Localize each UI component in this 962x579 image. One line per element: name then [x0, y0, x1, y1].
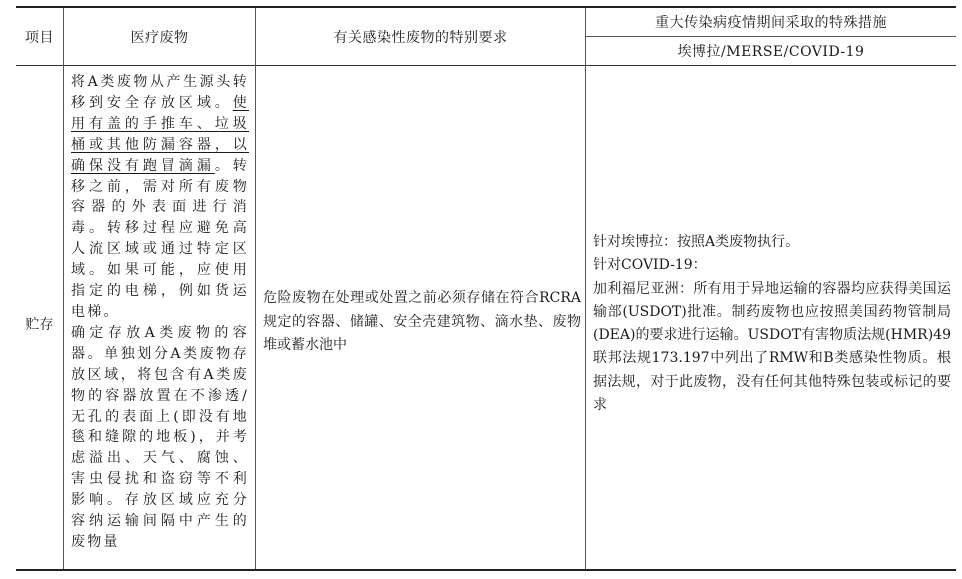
requirements-cell: 危险废物在处理或处置之前必须存储在符合RCRA规定的容器、储罐、安全壳建筑物、滴水垫、废物堆或蓄水池中 [263, 290, 581, 353]
header-item: 项目 [25, 29, 54, 46]
measures-cell [593, 231, 951, 417]
waste-transfer-text-a: 将A类废物从产生源头转移到安全存放区域。 [71, 74, 249, 111]
storage-requirements-table [16, 6, 956, 571]
header-special-requirements: 有关感染性废物的特别要求 [333, 29, 508, 46]
header-special-measures: 重大传染病疫情期间采取的特殊措施 [655, 15, 887, 31]
waste-transfer-paragraph [71, 72, 249, 323]
waste-transfer-underlined-text: 使用有盖的手推车、垃圾桶或其他防漏容器，以确保没有跑冒滴漏 [71, 94, 249, 174]
waste-transfer-text-b: 。转移之前，需对所有废物容器的外表面进行消毒。转移过程应避免高人流区域或通过特定区域。如果可能，应使用指定的电梯，例如货运电梯。 [71, 157, 249, 320]
measures-covid-line: 针对COVID-19： [593, 257, 707, 274]
column-divider-2 [255, 8, 256, 569]
column-divider-1 [63, 8, 64, 569]
waste-container-paragraph: 确定存放A类废物的容器。单独划分A类废物存放区域，将包含有A类废物的容器放置在不渗透/无孔的表面上(即没有地毯和缝隙的地板)，并考虑溢出、天气、腐蚀、害虫侵扰和盗窃等不利影响。存放区域应充分容纳运输间隔中产生的废物量 [71, 324, 249, 550]
row-item-storage: 贮存 [25, 317, 54, 333]
header-disease-list: 埃博拉/MERSE/COVID-19 [677, 44, 865, 60]
header-medical-waste: 医疗废物 [130, 29, 189, 46]
column-divider-3 [585, 8, 586, 569]
measures-california-paragraph: 加利福尼亚洲：所有用于异地运输的容器均应获得美国运输部(USDOT)批准。制药废物也应按照美国药物管制局(DEA)的要求进行运输。USDOT有害物质法规(HMR)49联邦法规173.197中列出了RMW和B类感染性物质。根据法规，对于此废物，没有任何其他特殊包装或标记的要求 [593, 280, 951, 414]
table-bottom-rule [16, 569, 956, 571]
medical-waste-cell [71, 72, 249, 553]
measures-ebola-line: 针对埃博拉：按照A类废物执行。 [593, 234, 800, 250]
header-bottom-rule [16, 65, 956, 66]
